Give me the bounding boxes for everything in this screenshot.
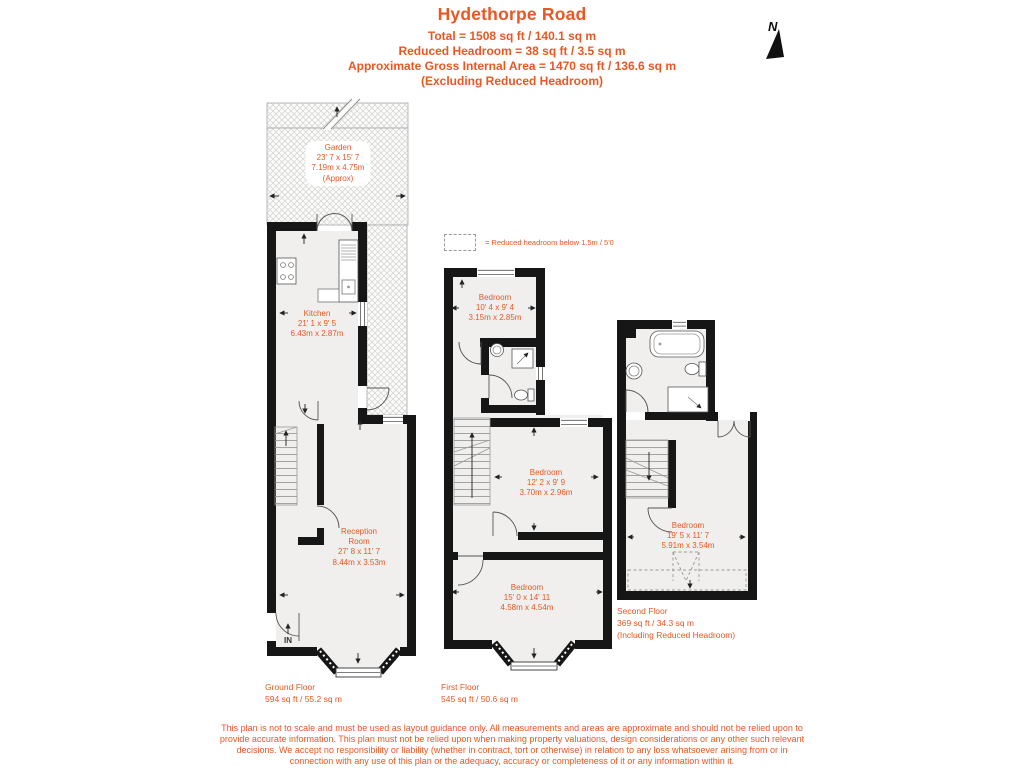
north-arrow-icon [766, 19, 784, 59]
shower-icon [668, 387, 708, 412]
basin-icon [626, 363, 642, 379]
side-return-hatch [367, 225, 407, 415]
disclaimer: This plan is not to scale and must be used as layout guidance only. All measurements and areas are approximate and should not be relied upon to provide accurate information. This plan must not be relied upon when making property valuations, design considerations or any other such relevant decisions. We accept no responsibility or liability (whether in contract, tort or otherwise) in relation to any loss whatsoever arising from or in connection with any use of this plan or the adequacy, accuracy or completeness of it or any information within it. [219, 723, 805, 766]
first-floor-title: First Floor 545 sq ft / 50.6 sq m [441, 682, 519, 704]
page-title: Hydethorpe Road [437, 4, 587, 24]
total-area-line: Total = 1508 sq ft / 140.1 sq m [427, 29, 597, 43]
ground-floor-title: Ground Floor 594 sq ft / 55.2 sq m [265, 682, 343, 704]
reduced-headroom-legend [444, 234, 614, 251]
bedroom-rear-label: Bedroom 15' 0 x 14' 11 4.58m x 4.54m [500, 583, 554, 613]
entrance-label: IN [284, 636, 292, 645]
ground-stairs [275, 427, 297, 505]
reduced-headroom-line: Reduced Headroom = 38 sq ft / 3.5 sq m [398, 44, 626, 59]
second-floor-title: Second Floor 369 sq ft / 34.3 sq m (Including Reduced Headroom) [617, 606, 736, 640]
toilet-cistern [528, 389, 534, 401]
north-letter: N [768, 19, 778, 34]
basin-icon [491, 344, 504, 357]
stove-icon [277, 258, 296, 284]
garden-label: Garden 23' 7 x 15' 7 7.19m x 4.75m (Approx) [306, 141, 371, 186]
toilet-icon [685, 364, 699, 375]
kitchen-label: Kitchen 21' 1 x 9' 5 6.43m x 2.87m [290, 309, 344, 339]
second-floor-plan [617, 320, 757, 600]
counter-return [318, 289, 339, 302]
gross-internal-area-line: Approximate Gross Internal Area = 1470 sq ft / 136.6 sq m [347, 59, 677, 74]
toilet-cistern [699, 362, 706, 376]
bedroom-front-label: Bedroom 10' 4 x 9' 4 3.15m x 2.85m [468, 293, 522, 323]
second-stairs [626, 440, 668, 498]
reduced-headroom-legend-text: = Reduced headroom below 1.5m / 5'0 [485, 238, 614, 247]
bedroom-second-label: Bedroom 19' 5 x 11' 7 5.91m x 3.54m [661, 521, 715, 551]
first-stairs [454, 418, 490, 505]
second-floor-windows [672, 320, 687, 329]
reception-room-label: Reception Room 27' 8 x 11' 7 8.44m x 3.53m [332, 527, 386, 567]
reduced-headroom-swatch [444, 234, 476, 251]
bedroom-middle-label: Bedroom 12' 2 x 9' 9 3.70m x 2.96m [519, 468, 573, 498]
toilet-icon [515, 390, 528, 400]
excluding-note-line: (Excluding Reduced Headroom) [420, 74, 604, 89]
